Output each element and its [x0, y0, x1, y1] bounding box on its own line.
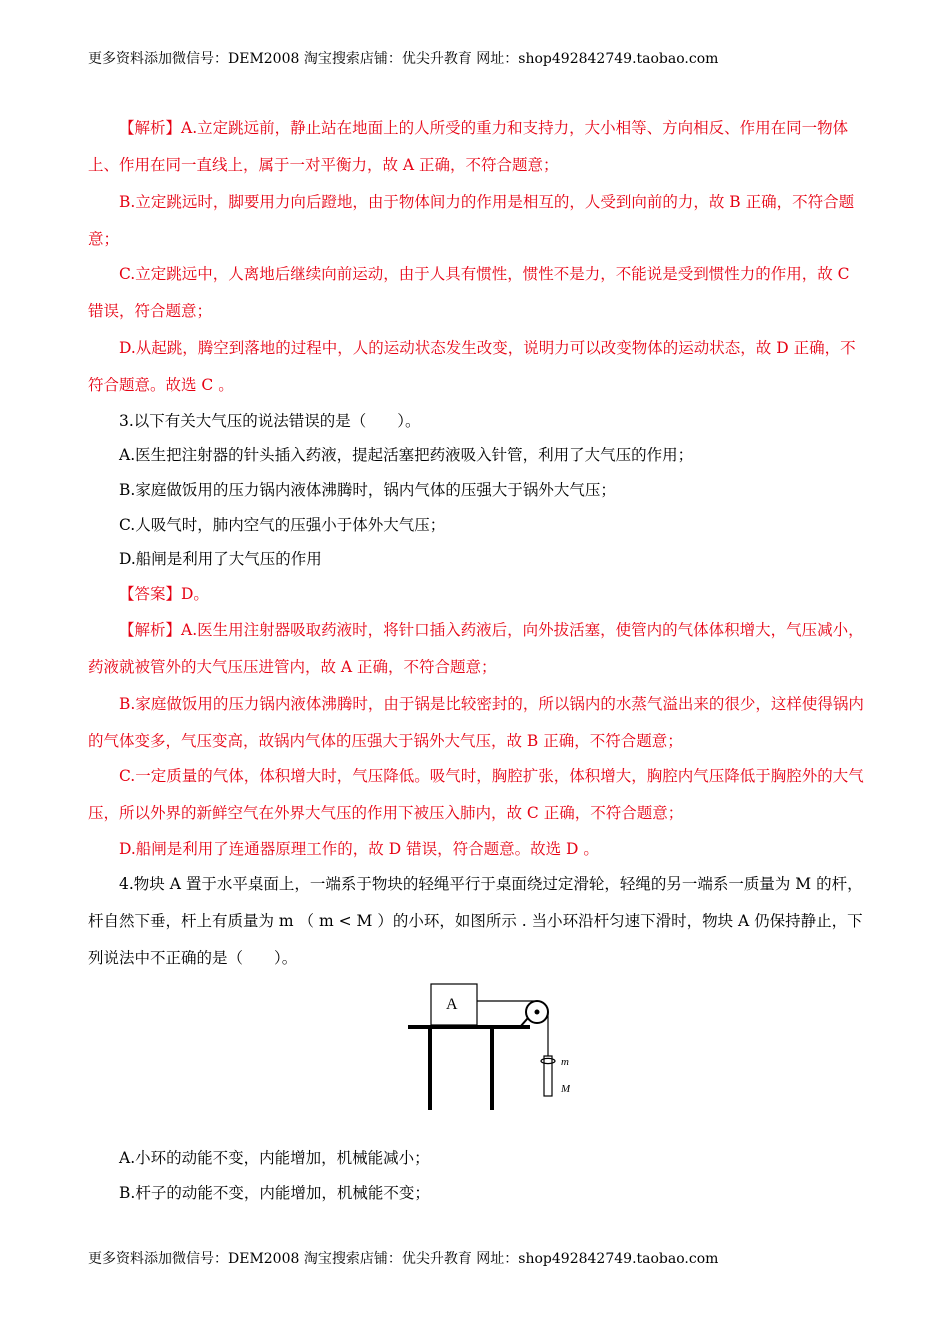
page-header: 更多资料添加微信号：DEM2008 淘宝搜索店铺：优尖升教育 网址：shop492842749.taobao.com: [88, 51, 719, 67]
q2-analysis-c: C.立定跳远中，人离地后继续向前运动，由于人具有惯性，惯性不是力，不能说是受到惯性力的作用，故 C 错误，符合题意；: [88, 265, 850, 320]
block-a-label: A: [446, 996, 458, 1013]
pulley-axle: [535, 1010, 540, 1015]
q4-option-a: A.小环的动能不变，内能增加，机械能减小；: [119, 1149, 430, 1167]
q2-analysis-b: B.立定跳远时，脚要用力向后蹬地，由于物体间力的作用是相互的，人受到向前的力，故 B 正确，不符合题意；: [88, 193, 855, 248]
q3-answer: 【答案】D。: [119, 585, 209, 603]
q4-stem: 4.物块 A 置于水平桌面上，一端系于物块的轻绳平行于桌面绕过定滑轮，轻绳的另一端系一质量为 M 的杆，杆自然下垂，杆上有质量为 m （ m < M ）的小环，如图所示 . 当小环沿杆匀速下滑时，物块 A 仍保持静止，下列说法中不正确的是（ ）。: [88, 875, 863, 967]
q3-analysis-b: B.家庭做饭用的压力锅内液体沸腾时，由于锅是比较密封的，所以锅内的水蒸气溢出来的很少，这样使得锅内的气体变多，气压变高，故锅内气体的压强大于锅外大气压，故 B 正确，不符合题意；: [88, 695, 864, 750]
q3-analysis-c: C.一定质量的气体，体积增大时，气压降低。吸气时，胸腔扩张，体积增大，胸腔内气压降低于胸腔外的大气压，所以外界的新鲜空气在外界大气压的作用下被压入肺内，故 C 正确，不符合题意；: [88, 767, 864, 822]
q3-analysis-d: D.船闸是利用了连通器原理工作的，故 D 错误，符合题意。故选 D 。: [119, 840, 599, 858]
q3-option-a: A.医生把注射器的针头插入药液，提起活塞把药液吸入针管，利用了大气压的作用；: [119, 446, 694, 464]
q2-analysis-a: 【解析】A.立定跳远前，静止站在地面上的人所受的重力和支持力，大小相等、方向相反、作用在同一物体上、作用在同一直线上，属于一对平衡力，故 A 正确，不符合题意；: [88, 119, 849, 174]
q3-option-d: D.船闸是利用了大气压的作用: [119, 550, 322, 568]
q3-stem: 3.以下有关大气压的说法错误的是（ ）。: [119, 412, 421, 430]
rod-label: M: [561, 1083, 570, 1095]
q2-analysis-d: D.从起跳，腾空到落地的过程中，人的运动状态发生改变，说明力可以改变物体的运动状态，故 D 正确，不符合题意。故选 C 。: [88, 339, 856, 394]
q3-analysis-a: 【解析】A.医生用注射器吸取药液时，将针口插入药液后，向外拔活塞，使管内的气体体积增大，气压减小，药液就被管外的大气压压进管内，故 A 正确，不符合题意；: [88, 621, 864, 676]
q3-option-b: B.家庭做饭用的压力锅内液体沸腾时，锅内气体的压强大于锅外大气压；: [119, 481, 616, 499]
ring-label: m: [561, 1056, 569, 1068]
page-footer: 更多资料添加微信号：DEM2008 淘宝搜索店铺：优尖升教育 网址：shop492842749.taobao.com: [88, 1251, 719, 1267]
q3-option-c: C.人吸气时，肺内空气的压强小于体外大气压；: [119, 516, 446, 534]
pulley-diagram-svg: [400, 978, 570, 1116]
pulley-diagram: [400, 978, 570, 1116]
rod: [544, 1056, 552, 1096]
q4-option-b: B.杆子的动能不变，内能增加，机械能不变；: [119, 1184, 430, 1202]
